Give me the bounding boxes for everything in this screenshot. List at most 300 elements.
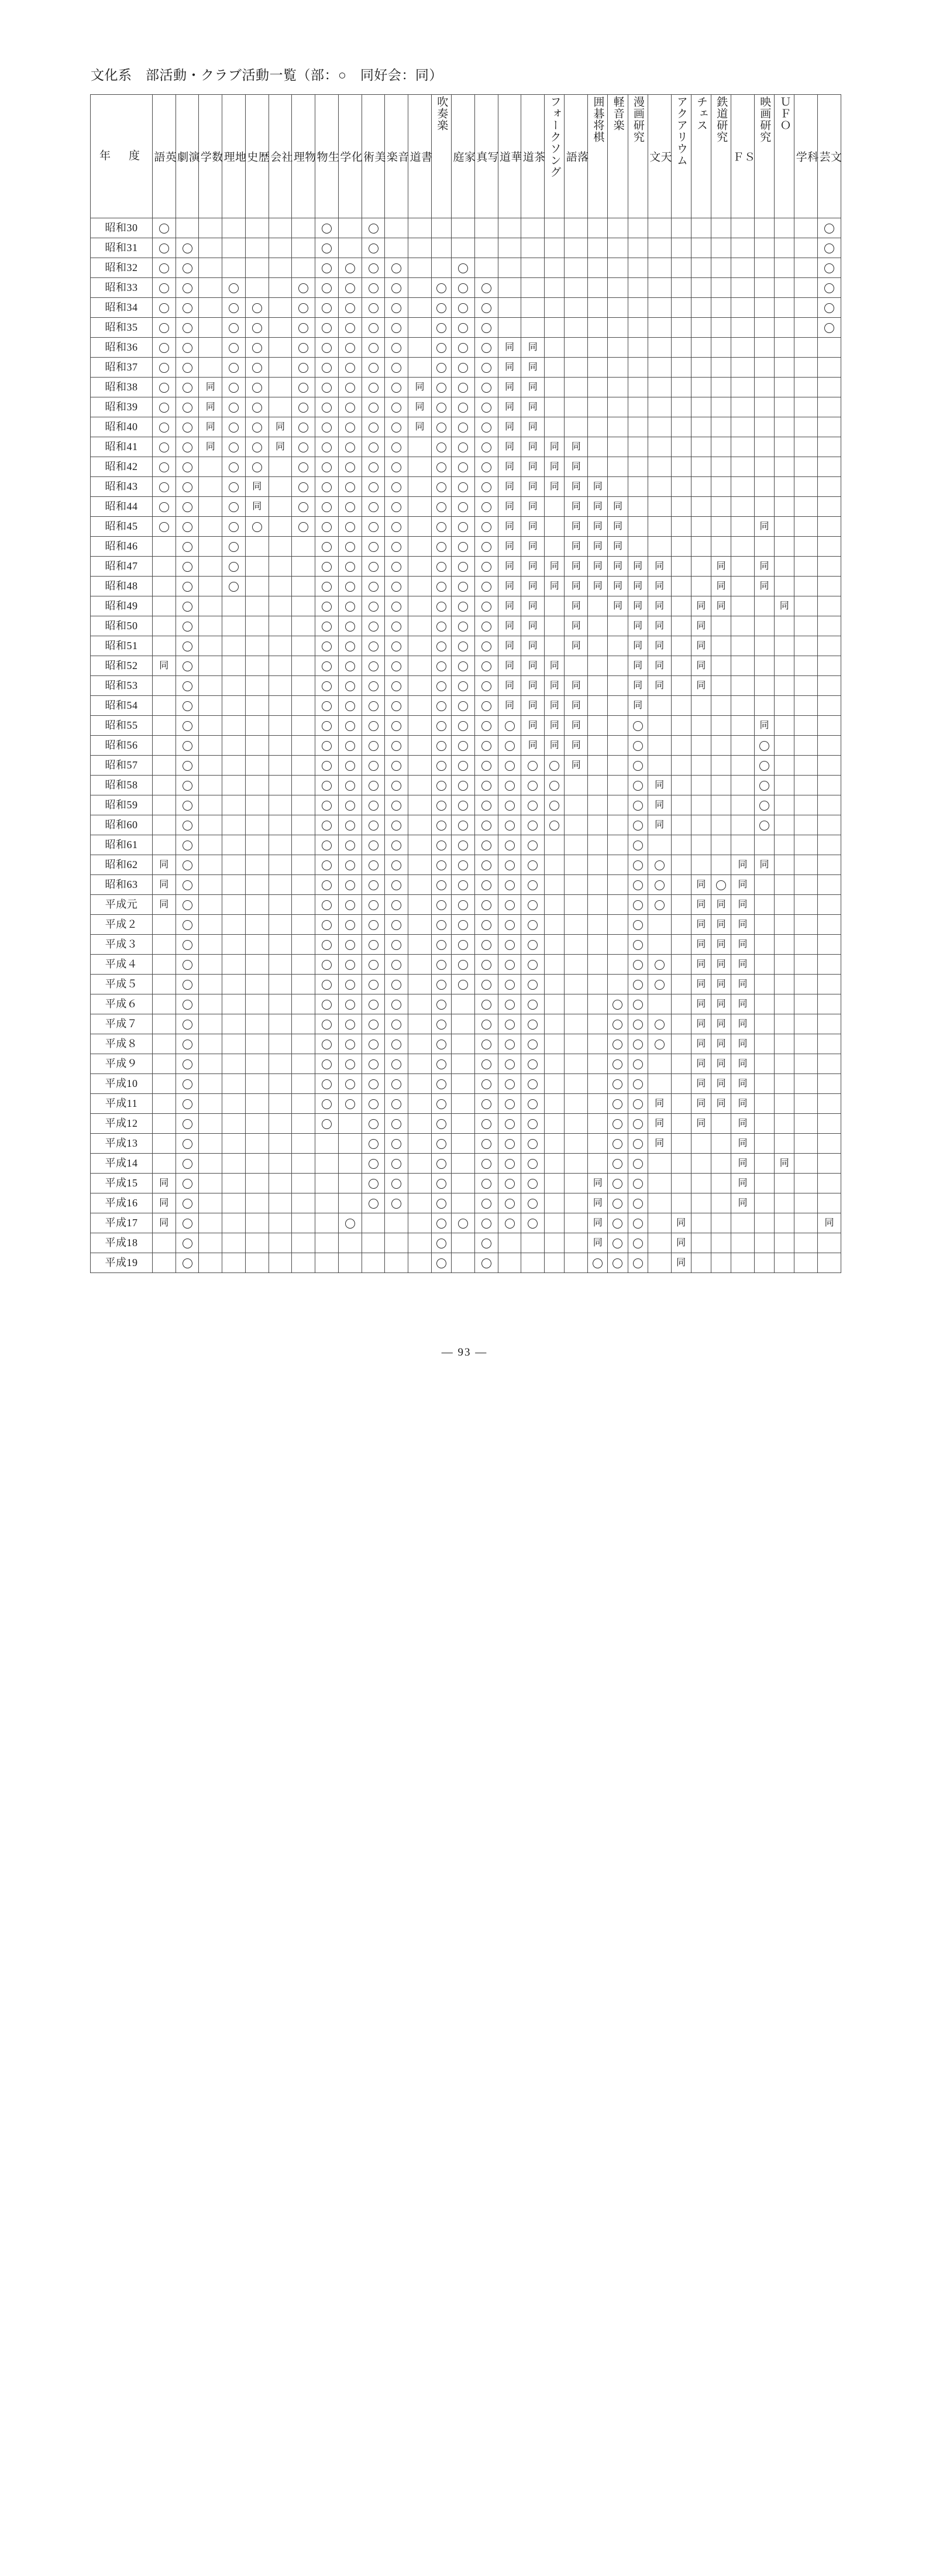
cell-shakai bbox=[269, 557, 292, 577]
club-circle-icon bbox=[458, 980, 468, 990]
cell-shodo bbox=[408, 895, 432, 915]
cell-eigakenkyu bbox=[754, 218, 774, 238]
cell-seibutsu bbox=[315, 298, 339, 318]
cell-shakai bbox=[269, 497, 292, 517]
cell-sf bbox=[731, 397, 755, 417]
cell-shashin bbox=[474, 716, 498, 736]
club-circle-icon bbox=[481, 363, 491, 373]
cell-kagaku bbox=[338, 1054, 362, 1074]
cell-engeki bbox=[176, 776, 199, 795]
club-circle-icon bbox=[549, 761, 559, 771]
cell-kagakubu bbox=[794, 437, 818, 457]
cell-engeki bbox=[176, 1134, 199, 1154]
cell-aquarium bbox=[671, 636, 691, 656]
cell-kado bbox=[498, 1253, 521, 1273]
circle-group-mark: 同 bbox=[716, 601, 726, 612]
cell-rakugo bbox=[565, 855, 588, 875]
cell-kado bbox=[498, 895, 521, 915]
cell-ufo bbox=[775, 795, 794, 815]
cell-shakai bbox=[269, 437, 292, 457]
club-circle-icon bbox=[159, 323, 169, 333]
circle-group-mark: 同 bbox=[696, 979, 706, 990]
cell-eigo bbox=[152, 417, 176, 437]
cell-rekishi bbox=[245, 676, 269, 696]
cell-aquarium bbox=[671, 656, 691, 676]
row-year-label: 昭和37 bbox=[91, 358, 153, 378]
cell-mangakenkyu bbox=[628, 1213, 648, 1233]
cell-keiongaku bbox=[608, 238, 628, 258]
cell-tenmon bbox=[648, 1154, 671, 1174]
cell-seibutsu bbox=[315, 716, 339, 736]
column-header-rekishi bbox=[245, 95, 269, 218]
cell-eigo bbox=[152, 1253, 176, 1273]
cell-sado bbox=[521, 636, 545, 656]
circle-group-mark: 同 bbox=[676, 1238, 686, 1248]
club-circle-icon bbox=[633, 860, 643, 870]
cell-shashin bbox=[474, 955, 498, 975]
cell-seibutsu bbox=[315, 596, 339, 616]
cell-butsuri bbox=[292, 338, 315, 358]
circle-group-mark: 同 bbox=[205, 402, 215, 413]
club-circle-icon bbox=[633, 841, 643, 850]
cell-mangakenkyu bbox=[628, 1154, 648, 1174]
circle-group-mark: 同 bbox=[696, 999, 706, 1010]
table-row bbox=[91, 716, 841, 736]
club-circle-icon bbox=[633, 741, 643, 751]
cell-butsuri bbox=[292, 875, 315, 895]
cell-shodo bbox=[408, 696, 432, 716]
cell-mangakenkyu bbox=[628, 1094, 648, 1114]
club-circle-icon bbox=[322, 582, 332, 592]
cell-seibutsu bbox=[315, 258, 339, 278]
cell-engeki bbox=[176, 616, 199, 636]
club-circle-icon bbox=[549, 821, 559, 831]
circle-group-mark: 同 bbox=[505, 482, 515, 492]
club-circle-icon bbox=[458, 403, 468, 413]
cell-ongaku bbox=[385, 756, 408, 776]
cell-folksong bbox=[545, 437, 565, 457]
cell-tenmon bbox=[648, 1253, 671, 1273]
cell-folksong bbox=[545, 815, 565, 835]
cell-engeki bbox=[176, 1074, 199, 1094]
cell-ongaku bbox=[385, 1134, 408, 1154]
cell-aquarium bbox=[671, 596, 691, 616]
row-year-label: 昭和60 bbox=[91, 815, 153, 835]
row-year-label: 昭和47 bbox=[91, 557, 153, 577]
cell-ongaku bbox=[385, 616, 408, 636]
cell-sado bbox=[521, 696, 545, 716]
cell-seibutsu bbox=[315, 338, 339, 358]
row-year-label: 昭和38 bbox=[91, 378, 153, 397]
cell-katei bbox=[452, 557, 475, 577]
circle-group-mark: 同 bbox=[696, 1119, 706, 1129]
cell-sf bbox=[731, 1114, 755, 1134]
column-header-chess bbox=[691, 95, 711, 218]
cell-katei bbox=[452, 218, 475, 238]
cell-chiri bbox=[222, 915, 246, 935]
page-number: ― 93 ― bbox=[441, 1346, 488, 1359]
cell-shashin bbox=[474, 457, 498, 477]
cell-kagaku bbox=[338, 636, 362, 656]
cell-aquarium bbox=[671, 1034, 691, 1054]
column-header-label: チェス bbox=[695, 96, 708, 131]
club-circle-icon bbox=[159, 383, 169, 393]
cell-rekishi bbox=[245, 875, 269, 895]
cell-chess bbox=[691, 975, 711, 994]
cell-ongaku bbox=[385, 795, 408, 815]
cell-bijutsu bbox=[362, 736, 385, 756]
club-circle-icon bbox=[505, 1199, 515, 1209]
cell-bijutsu bbox=[362, 1154, 385, 1174]
cell-suisogaku bbox=[431, 537, 451, 557]
circle-group-mark: 同 bbox=[696, 880, 706, 890]
club-circle-icon bbox=[183, 423, 192, 433]
cell-kagakubu bbox=[794, 1034, 818, 1054]
circle-group-mark: 同 bbox=[415, 382, 425, 393]
cell-tetsudokenkyu bbox=[711, 218, 731, 238]
cell-sugaku bbox=[199, 875, 222, 895]
cell-tenmon bbox=[648, 497, 671, 517]
club-circle-icon bbox=[481, 1119, 491, 1129]
cell-kagaku bbox=[338, 716, 362, 736]
cell-rakugo bbox=[565, 955, 588, 975]
club-circle-icon bbox=[633, 880, 643, 890]
circle-group-mark: 同 bbox=[205, 442, 215, 452]
cell-katei bbox=[452, 577, 475, 596]
club-circle-icon bbox=[369, 781, 379, 791]
cell-folksong bbox=[545, 1233, 565, 1253]
cell-igoshogi bbox=[588, 258, 608, 278]
column-header-label: 華 道 bbox=[498, 151, 522, 163]
circle-group-mark: 同 bbox=[159, 1198, 169, 1209]
cell-tenmon bbox=[648, 338, 671, 358]
cell-mangakenkyu bbox=[628, 616, 648, 636]
row-year-label: 平成13 bbox=[91, 1134, 153, 1154]
club-circle-icon bbox=[655, 880, 665, 890]
cell-aquarium bbox=[671, 716, 691, 736]
table-row bbox=[91, 358, 841, 378]
cell-seibutsu bbox=[315, 437, 339, 457]
cell-suisogaku bbox=[431, 835, 451, 855]
circle-group-mark: 同 bbox=[549, 740, 559, 751]
cell-sf bbox=[731, 557, 755, 577]
cell-ongaku bbox=[385, 1193, 408, 1213]
club-circle-icon bbox=[322, 363, 332, 373]
circle-group-mark: 同 bbox=[716, 1099, 726, 1109]
club-circle-icon bbox=[391, 701, 401, 711]
table-row bbox=[91, 636, 841, 656]
row-year-label: 平成元 bbox=[91, 895, 153, 915]
club-circle-icon bbox=[252, 522, 262, 532]
cell-igoshogi bbox=[588, 1074, 608, 1094]
club-circle-icon bbox=[436, 661, 446, 671]
cell-kagaku bbox=[338, 378, 362, 397]
cell-sugaku bbox=[199, 1213, 222, 1233]
circle-group-mark: 同 bbox=[593, 561, 603, 572]
column-header-label: 科 学 bbox=[794, 151, 818, 163]
club-circle-icon bbox=[391, 980, 401, 990]
circle-group-mark: 同 bbox=[613, 561, 622, 572]
cell-seibutsu bbox=[315, 656, 339, 676]
circle-group-mark: 同 bbox=[571, 760, 581, 771]
cell-seibutsu bbox=[315, 1253, 339, 1273]
cell-sf bbox=[731, 1233, 755, 1253]
club-circle-icon bbox=[391, 860, 401, 870]
cell-butsuri bbox=[292, 457, 315, 477]
cell-shashin bbox=[474, 756, 498, 776]
circle-group-mark: 同 bbox=[505, 362, 515, 373]
cell-igoshogi bbox=[588, 616, 608, 636]
table-row bbox=[91, 278, 841, 298]
club-circle-icon bbox=[322, 1099, 332, 1109]
cell-keiongaku bbox=[608, 278, 628, 298]
cell-bungei bbox=[818, 1134, 841, 1154]
cell-chiri bbox=[222, 756, 246, 776]
club-circle-icon bbox=[528, 1139, 538, 1149]
cell-rekishi bbox=[245, 258, 269, 278]
club-circle-icon bbox=[391, 622, 401, 632]
cell-keiongaku bbox=[608, 437, 628, 457]
cell-ongaku bbox=[385, 1034, 408, 1054]
club-circle-icon bbox=[345, 821, 355, 831]
cell-rakugo bbox=[565, 815, 588, 835]
cell-igoshogi bbox=[588, 676, 608, 696]
cell-ufo bbox=[775, 1014, 794, 1034]
cell-eigo bbox=[152, 1054, 176, 1074]
cell-tenmon bbox=[648, 1034, 671, 1054]
club-circle-icon bbox=[183, 1239, 192, 1248]
cell-ongaku bbox=[385, 497, 408, 517]
cell-igoshogi bbox=[588, 855, 608, 875]
club-circle-icon bbox=[633, 1099, 643, 1109]
table-row bbox=[91, 338, 841, 358]
circle-group-mark: 同 bbox=[633, 641, 643, 651]
cell-folksong bbox=[545, 1054, 565, 1074]
cell-bungei bbox=[818, 517, 841, 537]
cell-kado bbox=[498, 1094, 521, 1114]
cell-chess bbox=[691, 696, 711, 716]
club-circle-icon bbox=[369, 1159, 379, 1169]
club-circle-icon bbox=[436, 1020, 446, 1030]
cell-seibutsu bbox=[315, 676, 339, 696]
club-circle-icon bbox=[391, 761, 401, 771]
cell-rakugo bbox=[565, 258, 588, 278]
cell-kado bbox=[498, 975, 521, 994]
cell-suisogaku bbox=[431, 736, 451, 756]
cell-kagakubu bbox=[794, 656, 818, 676]
club-circle-icon bbox=[345, 900, 355, 910]
club-circle-icon bbox=[458, 363, 468, 373]
cell-chess bbox=[691, 795, 711, 815]
cell-kado bbox=[498, 477, 521, 497]
club-circle-icon bbox=[345, 801, 355, 811]
cell-kagakubu bbox=[794, 517, 818, 537]
table-row bbox=[91, 1054, 841, 1074]
club-circle-icon bbox=[481, 1000, 491, 1010]
cell-folksong bbox=[545, 1213, 565, 1233]
cell-bijutsu bbox=[362, 855, 385, 875]
cell-kagakubu bbox=[794, 994, 818, 1014]
club-circle-icon bbox=[436, 1059, 446, 1069]
cell-suisogaku bbox=[431, 218, 451, 238]
circle-group-mark: 同 bbox=[505, 661, 515, 671]
cell-shashin bbox=[474, 1014, 498, 1034]
club-circle-icon bbox=[391, 661, 401, 671]
cell-bungei bbox=[818, 656, 841, 676]
cell-sugaku bbox=[199, 935, 222, 955]
cell-mangakenkyu bbox=[628, 218, 648, 238]
cell-chiri bbox=[222, 935, 246, 955]
cell-bungei bbox=[818, 636, 841, 656]
circle-group-mark: 同 bbox=[159, 1218, 169, 1229]
club-circle-icon bbox=[298, 462, 308, 472]
circle-group-mark: 同 bbox=[738, 1019, 748, 1030]
club-circle-icon bbox=[391, 1020, 401, 1030]
cell-seibutsu bbox=[315, 318, 339, 338]
circle-group-mark: 同 bbox=[528, 661, 538, 671]
cell-eigakenkyu bbox=[754, 517, 774, 537]
club-circle-icon bbox=[436, 462, 446, 472]
table-row bbox=[91, 1034, 841, 1054]
club-circle-icon bbox=[436, 1258, 446, 1268]
cell-shodo bbox=[408, 776, 432, 795]
cell-shashin bbox=[474, 676, 498, 696]
cell-igoshogi bbox=[588, 955, 608, 975]
cell-mangakenkyu bbox=[628, 517, 648, 537]
cell-sado bbox=[521, 318, 545, 338]
club-circle-icon bbox=[391, 403, 401, 413]
cell-igoshogi bbox=[588, 1114, 608, 1134]
cell-bijutsu bbox=[362, 318, 385, 338]
cell-igoshogi bbox=[588, 1134, 608, 1154]
cell-eigakenkyu bbox=[754, 696, 774, 716]
club-circle-icon bbox=[436, 741, 446, 751]
cell-ongaku bbox=[385, 895, 408, 915]
cell-aquarium bbox=[671, 1094, 691, 1114]
cell-seibutsu bbox=[315, 537, 339, 557]
column-header-eigo bbox=[152, 95, 176, 218]
club-circle-icon bbox=[298, 303, 308, 313]
row-year-label: 昭和36 bbox=[91, 338, 153, 358]
cell-bungei bbox=[818, 298, 841, 318]
cell-sf bbox=[731, 935, 755, 955]
cell-ufo bbox=[775, 1034, 794, 1054]
cell-chiri bbox=[222, 636, 246, 656]
club-circle-icon bbox=[391, 1119, 401, 1129]
cell-sf bbox=[731, 238, 755, 258]
cell-chiri bbox=[222, 437, 246, 457]
cell-aquarium bbox=[671, 537, 691, 557]
table-row bbox=[91, 218, 841, 238]
cell-rekishi bbox=[245, 716, 269, 736]
club-circle-icon bbox=[183, 522, 192, 532]
cell-eigakenkyu bbox=[754, 278, 774, 298]
cell-rekishi bbox=[245, 298, 269, 318]
cell-kagakubu bbox=[794, 875, 818, 895]
cell-eigakenkyu bbox=[754, 776, 774, 795]
club-circle-icon bbox=[528, 781, 538, 791]
table-row bbox=[91, 497, 841, 517]
cell-engeki bbox=[176, 378, 199, 397]
cell-butsuri bbox=[292, 278, 315, 298]
cell-sugaku bbox=[199, 1154, 222, 1174]
cell-bijutsu bbox=[362, 278, 385, 298]
club-circle-icon bbox=[369, 1179, 379, 1189]
cell-chiri bbox=[222, 616, 246, 636]
cell-tetsudokenkyu bbox=[711, 378, 731, 397]
cell-seibutsu bbox=[315, 477, 339, 497]
club-circle-icon bbox=[183, 443, 192, 452]
cell-suisogaku bbox=[431, 776, 451, 795]
cell-shashin bbox=[474, 497, 498, 517]
cell-kagakubu bbox=[794, 1213, 818, 1233]
circle-group-mark: 同 bbox=[696, 959, 706, 970]
circle-group-mark: 同 bbox=[696, 621, 706, 632]
cell-katei bbox=[452, 417, 475, 437]
cell-rekishi bbox=[245, 915, 269, 935]
club-circle-icon bbox=[369, 1020, 379, 1030]
cell-seibutsu bbox=[315, 1114, 339, 1134]
circle-group-mark: 同 bbox=[655, 820, 665, 831]
cell-keiongaku bbox=[608, 835, 628, 855]
cell-kagaku bbox=[338, 397, 362, 417]
cell-butsuri bbox=[292, 636, 315, 656]
cell-keiongaku bbox=[608, 656, 628, 676]
cell-igoshogi bbox=[588, 1094, 608, 1114]
table-row bbox=[91, 477, 841, 497]
cell-sugaku bbox=[199, 1094, 222, 1114]
cell-kado bbox=[498, 298, 521, 318]
club-circle-icon bbox=[655, 860, 665, 870]
circle-group-mark: 同 bbox=[505, 402, 515, 413]
circle-group-mark: 同 bbox=[159, 900, 169, 910]
cell-shashin bbox=[474, 537, 498, 557]
cell-chess bbox=[691, 238, 711, 258]
club-circle-icon bbox=[183, 1099, 192, 1109]
club-circle-icon bbox=[458, 343, 468, 353]
cell-keiongaku bbox=[608, 1213, 628, 1233]
cell-ufo bbox=[775, 1154, 794, 1174]
club-circle-icon bbox=[655, 1040, 665, 1049]
cell-rakugo bbox=[565, 278, 588, 298]
cell-keiongaku bbox=[608, 218, 628, 238]
club-circle-icon bbox=[505, 1119, 515, 1129]
cell-ufo bbox=[775, 477, 794, 497]
cell-sf bbox=[731, 1253, 755, 1273]
cell-bungei bbox=[818, 1014, 841, 1034]
club-circle-icon bbox=[369, 681, 379, 691]
cell-butsuri bbox=[292, 318, 315, 338]
club-circle-icon bbox=[633, 761, 643, 771]
cell-igoshogi bbox=[588, 557, 608, 577]
cell-tetsudokenkyu bbox=[711, 915, 731, 935]
cell-engeki bbox=[176, 875, 199, 895]
circle-group-mark: 同 bbox=[252, 482, 262, 492]
cell-engeki bbox=[176, 218, 199, 238]
row-year-label: 昭和62 bbox=[91, 855, 153, 875]
cell-sugaku bbox=[199, 1114, 222, 1134]
cell-folksong bbox=[545, 497, 565, 517]
cell-shodo bbox=[408, 1074, 432, 1094]
cell-shashin bbox=[474, 1114, 498, 1134]
club-circle-icon bbox=[458, 801, 468, 811]
cell-chess bbox=[691, 517, 711, 537]
cell-katei bbox=[452, 338, 475, 358]
cell-kado bbox=[498, 756, 521, 776]
club-circle-icon bbox=[481, 801, 491, 811]
cell-bijutsu bbox=[362, 776, 385, 795]
cell-katei bbox=[452, 815, 475, 835]
